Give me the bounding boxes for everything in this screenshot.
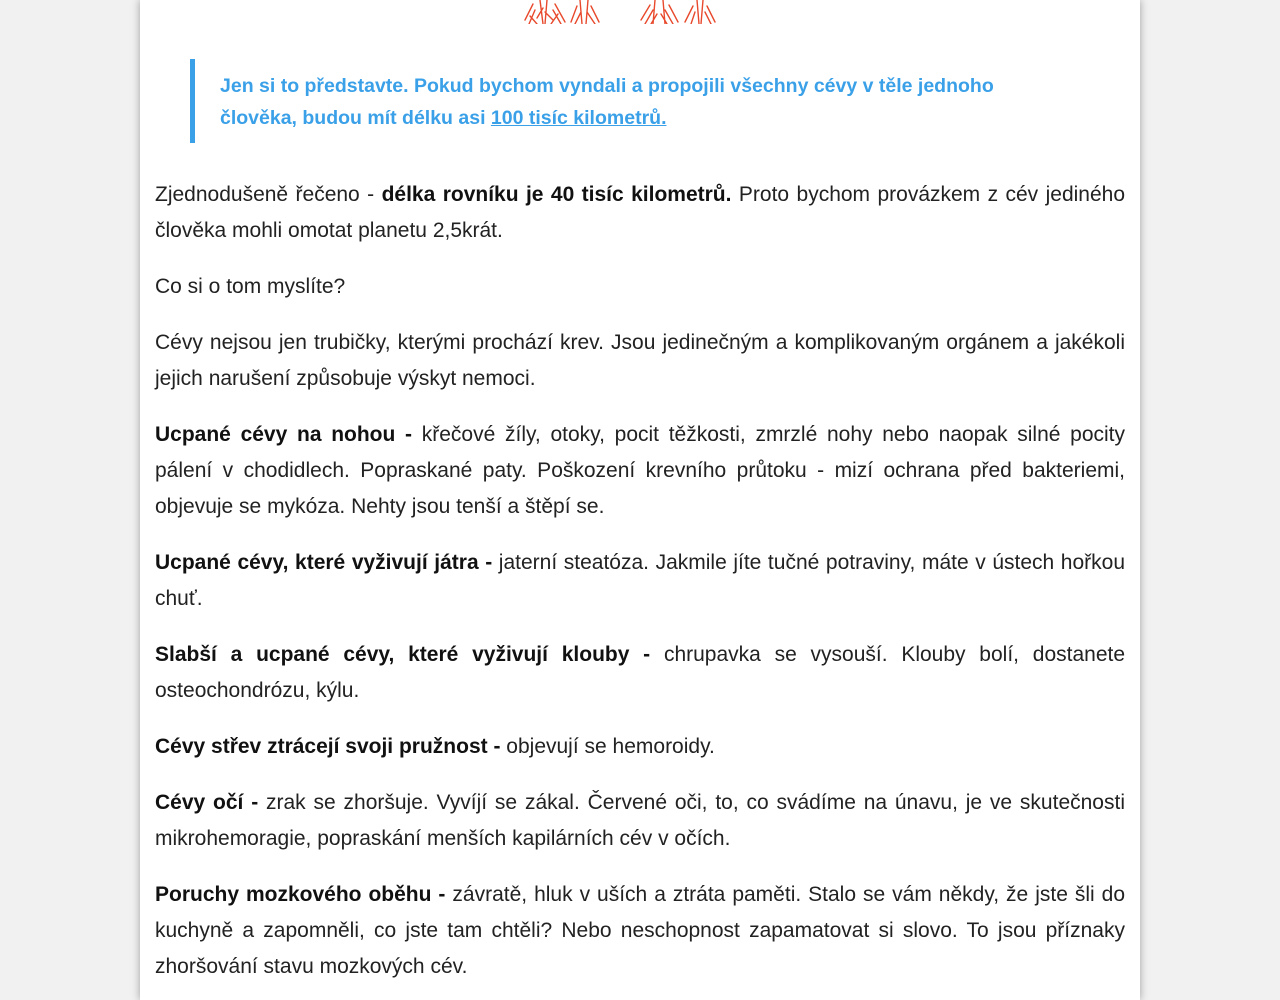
paragraph-text: Cévy nejsou jen trubičky, kterými prochází krev. Jsou jedinečným a komplikovaným orgánem a jakékoli jejich narušení způsobuje výskyt nemoci. — [155, 331, 1125, 390]
paragraph-text: jaterní steatóza. Jakmile jíte tučné potraviny, máte v ústech hořkou chuť. — [155, 551, 1125, 610]
article-body — [155, 177, 1125, 1000]
paragraph-text: závratě, hluk v uších a ztráta paměti. Stalo se vám někdy, že jste šli do kuchyně a zapomněli, co jste tam chtěli? Nebo neschopnost zapamatovat si slovo. To jsou příznaky zhoršování stavu mozkových cév. — [155, 883, 1126, 978]
paragraph-text: křečové žíly, otoky, pocit těžkosti, zmrzlé nohy nebo naopak silné pocity pálení v chodidlech. Popraskané paty. Poškození krevního průtoku - mizí ochrana před bakteriemi, objevuje se mykóza. Nehty jsou tenší a štěpí se. — [155, 423, 1125, 518]
paragraph-bold: Cévy očí - — [155, 791, 259, 814]
blood-vessels-illustration-icon — [485, 0, 795, 24]
paragraph-lead: Zjednodušeně řečeno - — [155, 183, 382, 206]
paragraph-text: chrupavka se vysouší. Klouby bolí, dostanete osteochondrózu, kýlu. — [155, 643, 1126, 702]
quote-text — [220, 70, 1060, 134]
paragraph — [155, 177, 1125, 249]
paragraph — [155, 417, 1125, 525]
paragraph-bold: délka rovníku je 40 tisíc kilometrů. — [381, 183, 732, 206]
paragraph-bold: Slabší a ucpané cévy, které vyživují klouby - — [155, 643, 651, 666]
quote-text-body: Jen si to představte. Pokud bychom vyndali a propojili všechny cévy v těle jednoho člověka, budou mít délku asi — [220, 75, 994, 129]
paragraph — [155, 785, 1125, 857]
paragraph-bold: Cévy střev ztrácejí svoji pružnost - — [155, 735, 501, 758]
paragraph-text: zrak se zhoršuje. Vyvíjí se zákal. Červené oči, to, co svádíme na únavu, je ve skutečnosti mikrohemoragie, popraskání menších kapilárních cév v očích. — [155, 791, 1125, 850]
paragraph-text: Co si o tom myslíte? — [155, 275, 346, 298]
paragraph-text: Proto bychom provázkem z cév jediného člověka mohli omotat planetu 2,5krát. — [155, 183, 1126, 242]
paragraph — [155, 877, 1125, 985]
paragraph — [155, 269, 1125, 305]
article-page — [140, 0, 1140, 1000]
paragraph-bold: Ucpané cévy, které vyživují játra - — [155, 551, 493, 574]
paragraph-bold: Poruchy mozkového oběhu - — [155, 883, 446, 906]
highlight-quote — [190, 59, 1075, 143]
paragraph — [155, 545, 1125, 617]
paragraph-bold: Ucpané cévy na nohou - — [155, 423, 413, 446]
paragraph-text: objevují se hemoroidy. — [500, 735, 715, 758]
paragraph — [155, 325, 1125, 397]
paragraph — [155, 729, 1125, 765]
blood-vessels-image — [485, 0, 795, 24]
paragraph — [155, 637, 1125, 709]
quote-link[interactable]: 100 tisíc kilometrů. — [490, 107, 667, 129]
